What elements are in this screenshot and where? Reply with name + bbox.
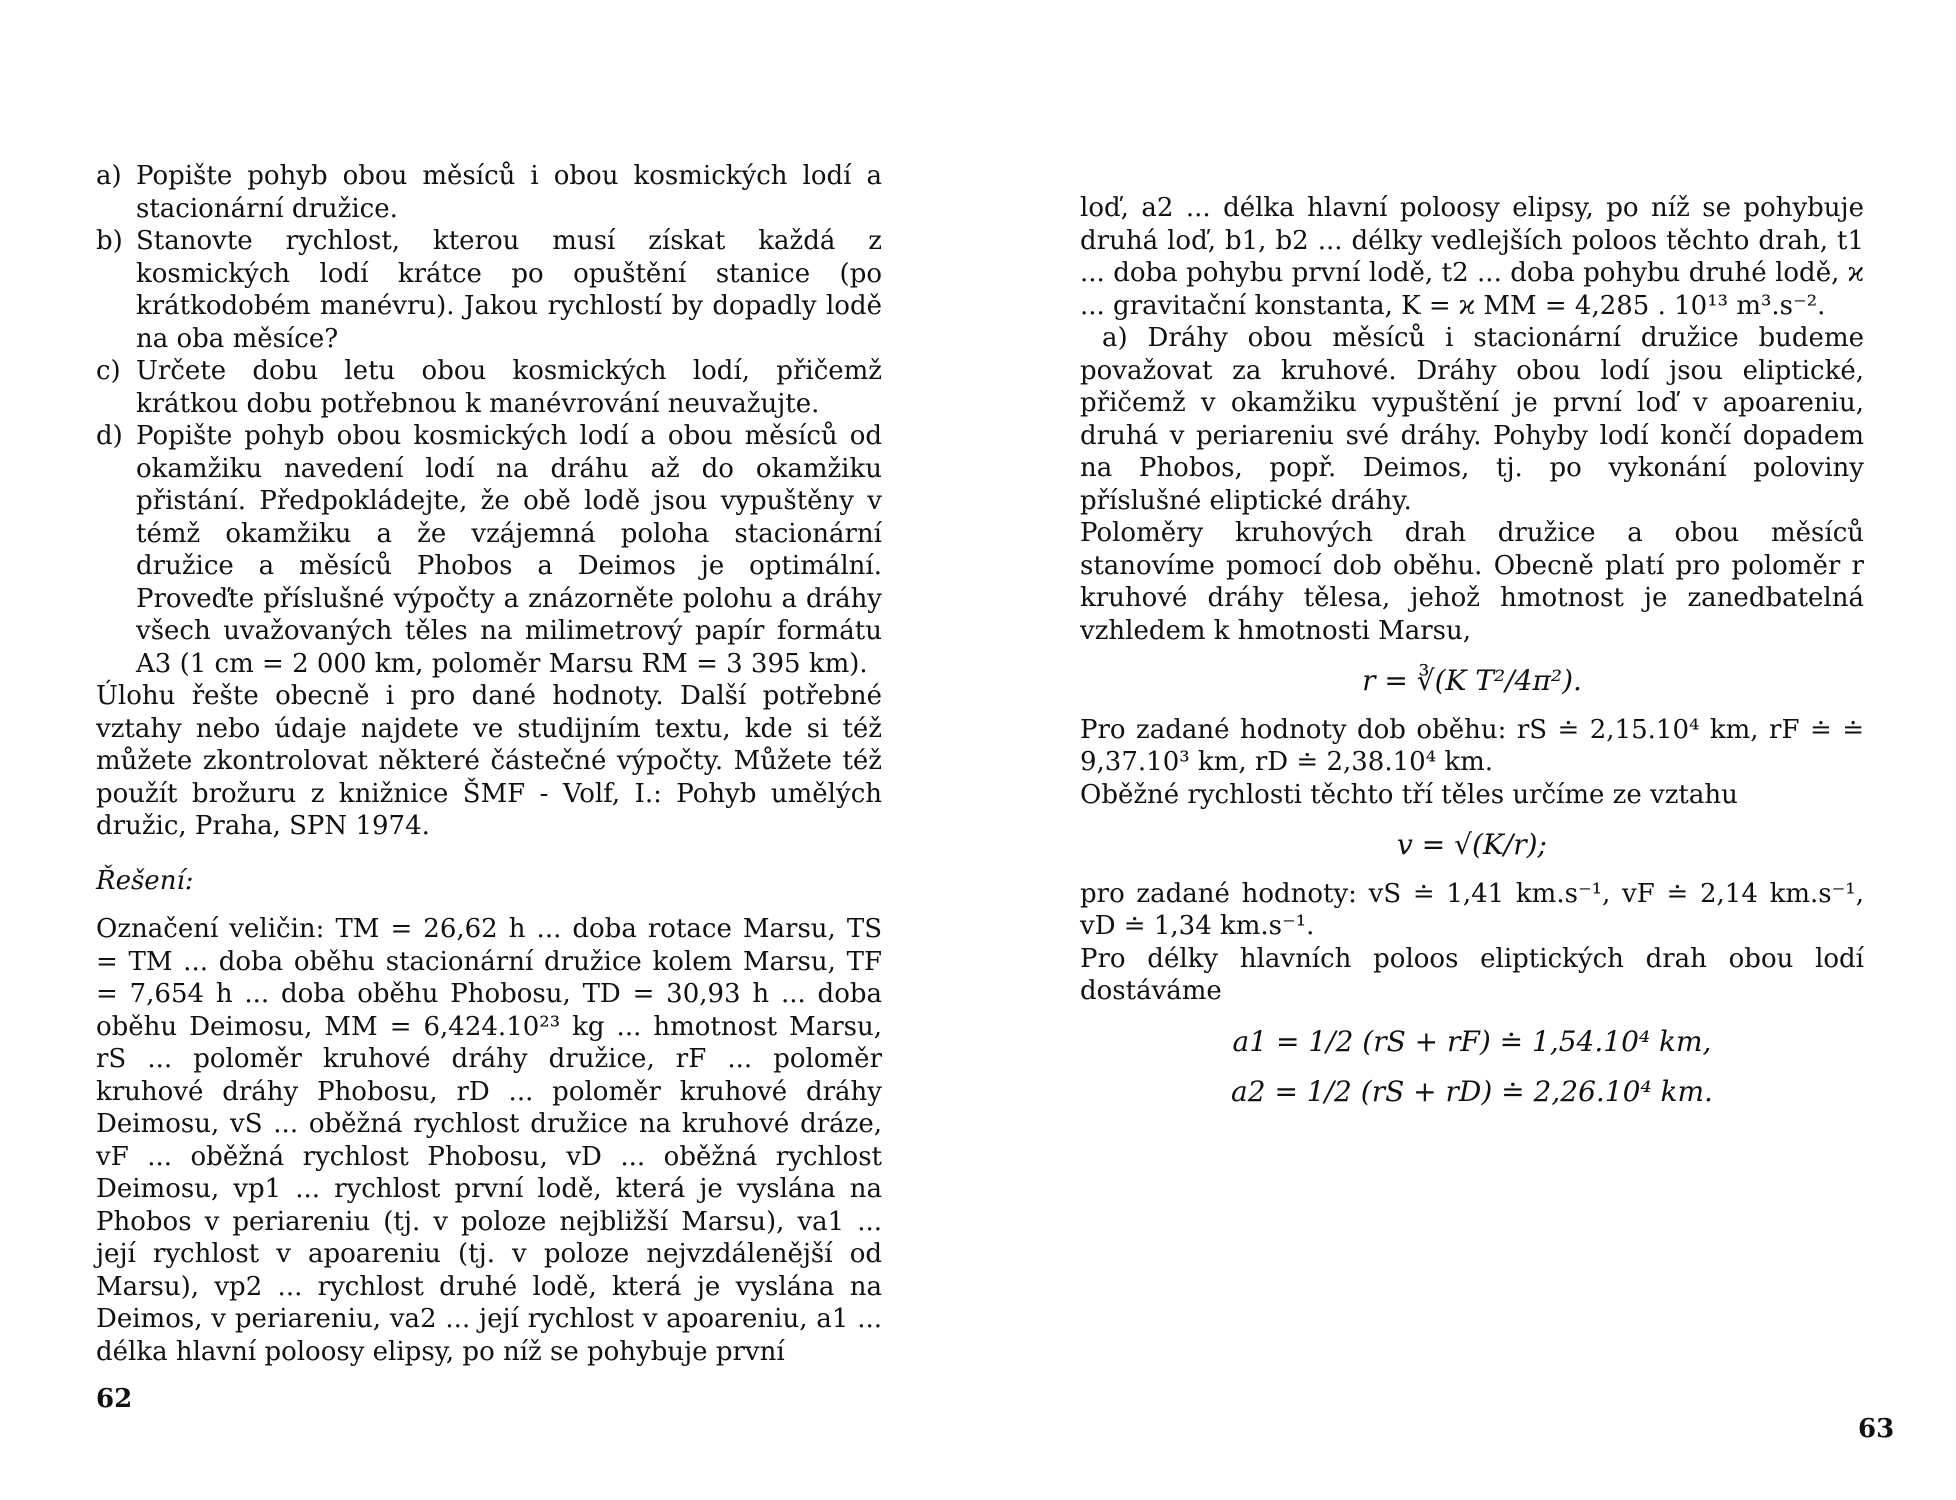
task-item-a [96, 160, 882, 225]
general-instructions: Úlohu řešte obecně i pro dané hodnoty. Další potřebné vztahy nebo údaje najdete ve studijním textu, kde si též můžete zkontrolovat některé částečné výpočty. Můžete též použít brožuru z knižnice ŠMF - Volf, I.: Pohyb umělých družic, Praha, SPN 1974. [96, 681, 882, 841]
task-item-d [96, 420, 882, 680]
notation-continuation: loď, a2 ... délka hlavní poloosy elipsy, po níž se pohybuje druhá loď, b1, b2 ... délky vedlejších poloos těchto drah, t1 ... doba pohybu první lodě, t2 ... doba pohybu druhé lodě, ϰ ... gravitační konstanta, K = ϰ MM = 4,285 . 10¹³ m³.s⁻². [1080, 193, 1864, 321]
task-text: Určete dobu letu obou kosmických lodí, přičemž krátkou dobu potřebnou k manévrování neuvažujte. [136, 356, 882, 419]
task-label: d) [96, 421, 123, 451]
task-text: Popište pohyb obou měsíců i obou kosmických lodí a stacionární družice. [136, 161, 882, 224]
task-list [96, 160, 882, 680]
task-label: b) [96, 226, 123, 256]
page-number-left: 62 [96, 1384, 133, 1414]
task-item-b [96, 225, 882, 355]
task-text: Stanovte rychlost, kterou musí získat každá z kosmických lodí krátce po opuštění stanice (po krátkodobém manévru). Jakou rychlostí by dopadly lodě na oba měsíce? [136, 226, 882, 354]
orbital-velocity-intro: Oběžné rychlosti těchto tří těles určíme ze vztahu [1080, 779, 1738, 810]
velocity-equation: v = √(K/r); [1397, 828, 1547, 861]
velocity-values: pro zadané hodnoty: vS ≐ 1,41 km.s⁻¹, vF ≐ 2,14 km.s⁻¹, vD ≐ 1,34 km.s⁻¹. [1080, 878, 1864, 941]
semi-axis-intro: Pro délky hlavních poloos eliptických drah obou lodí dostáváme [1080, 943, 1864, 1006]
right-text-column [1080, 192, 1864, 1125]
left-text-column [96, 160, 882, 1368]
right-page [978, 0, 1956, 1500]
page-number-right: 63 [1858, 1414, 1895, 1444]
solution-heading: Řešení: [96, 865, 194, 896]
semi-axis-equation-a1: a1 = 1/2 (rS + rF) ≐ 1,54.10⁴ km, [1232, 1024, 1712, 1058]
radius-values: Pro zadané hodnoty dob oběhu: rS ≐ 2,15.10⁴ km, rF ≐ ≐ 9,37.10³ km, rD ≐ 2,38.10⁴ km. [1080, 714, 1864, 777]
task-text: Popište pohyb obou kosmických lodí a obou měsíců od okamžiku navedení lodí na dráhu až do okamžiku přistání. Předpokládejte, že obě lodě jsou vypuštěny v témž okamžiku a že vzájemná poloha stacionární družice a měsíců Phobos a Deimos je optimální. Proveďte příslušné výpočty a znázorněte polohu a dráhy všech uvažovaných těles na milimetrový papír formátu A3 (1 cm = 2 000 km, poloměr Marsu RM = 3 395 km). [136, 421, 882, 679]
orbits-paragraph: a) Dráhy obou měsíců i stacionární družice budeme považovat za kruhové. Dráhy obou lodí jsou eliptické, přičemž v okamžiku vypuštění je první loď v apoareniu, druhá v periareniu své dráhy. Pohyby lodí končí dopadem na Phobos, popř. Deimos, tj. po vykonání poloviny příslušné eliptické dráhy. [1080, 323, 1864, 516]
radius-equation: r = ∛(K T²/4π²). [1362, 664, 1582, 697]
semi-axis-equation-a2: a2 = 1/2 (rS + rD) ≐ 2,26.10⁴ km. [1231, 1075, 1713, 1108]
task-label: c) [96, 356, 121, 386]
radii-paragraph: Poloměry kruhových drah družice a obou měsíců stanovíme pomocí dob oběhu. Obecně platí pro poloměr r kruhové dráhy tělesa, jehož hmotnost je zanedbatelná vzhledem k hmotnosti Marsu, [1080, 518, 1864, 646]
task-label: a) [96, 161, 122, 191]
task-item-c [96, 355, 882, 420]
notation-paragraph: Označení veličin: TM = 26,62 h ... doba rotace Marsu, TS = TM ... doba oběhu stacionární družice kolem Marsu, TF = 7,654 h ... doba oběhu Phobosu, TD = 30,93 h ... doba oběhu Deimosu, MM = 6,424.10²³ kg ... hmotnost Marsu, rS ... poloměr kruhové dráhy družice, rF ... poloměr kruhové dráhy Phobosu, rD ... poloměr kruhové dráhy Deimosu, vS ... oběžná rychlost družice na kruhové dráze, vF ... oběžná rychlost Phobosu, vD ... oběžná rychlost Deimosu, vp1 ... rychlost první lodě, která je vyslána na Phobos v periareniu (tj. v poloze nejbližší Marsu), va1 ... její rychlost v apoareniu (tj. v poloze nejvzdálenější od Marsu), vp2 ... rychlost druhé lodě, která je vyslána na Deimos, v periareniu, va2 ... její rychlost v apoareniu, a1 ... délka hlavní poloosy elipsy, po níž se pohybuje první [96, 914, 882, 1367]
